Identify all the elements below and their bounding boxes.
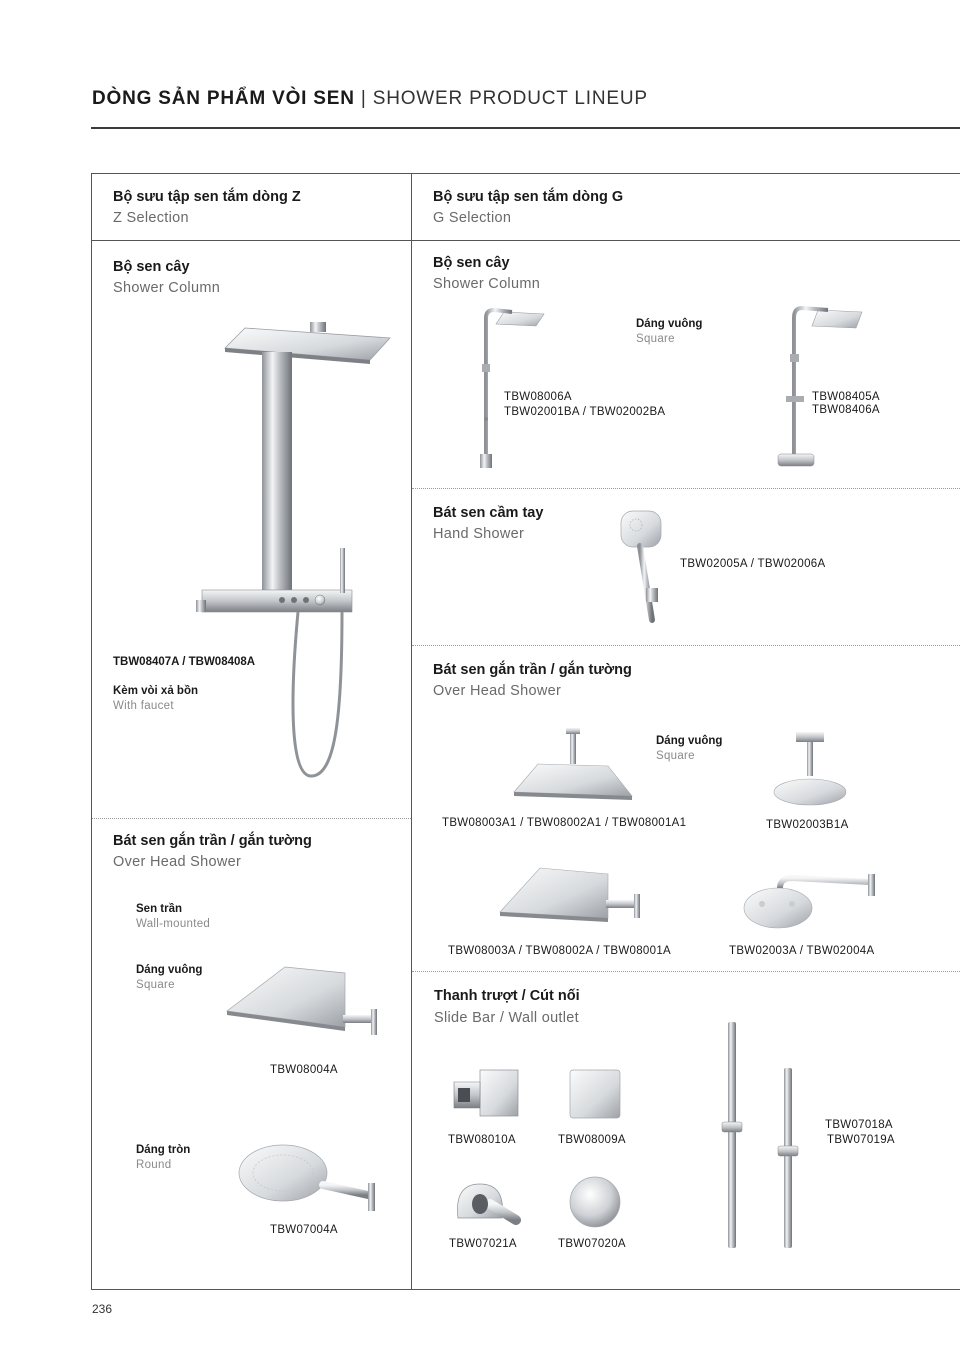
left-square-en: Square	[136, 979, 175, 991]
left-overhead-vi: Bát sen gắn trần / gắn tường	[113, 833, 312, 849]
wall-outlet-cube-image	[566, 1066, 624, 1122]
left-collection-en: Z Selection	[113, 210, 189, 226]
right-overhead-vi: Bát sen gắn trần / gắn tường	[433, 662, 632, 678]
right-overhead-code-1: TBW08003A1 / TBW08002A1 / TBW08001A1	[442, 817, 687, 829]
right-overhead-code-2: TBW02003B1A	[766, 819, 849, 831]
right-slide-code-4: TBW07020A	[558, 1238, 626, 1250]
right-column-code-1b: TBW02001BA / TBW02002BA	[504, 406, 666, 418]
right-column-vi: Bộ sen cây	[433, 255, 510, 271]
ceiling-square-overhead-image	[508, 726, 634, 808]
right-overhead-code-4: TBW02003A / TBW02004A	[729, 945, 875, 957]
left-column-code: TBW08407A / TBW08408A	[113, 656, 256, 668]
right-column-en: Shower Column	[433, 276, 541, 292]
left-wall-en: Wall-mounted	[136, 918, 211, 930]
right-column-code-2b: TBW08406A	[812, 404, 880, 416]
left-faucet-vi: Kèm vòi xả bồn	[113, 685, 198, 697]
g-column-1-image	[474, 304, 548, 472]
ceiling-round-overhead-image	[772, 730, 848, 808]
wall-square-overhead-image	[496, 864, 646, 936]
right-column-shape-vi: Dáng vuông	[636, 318, 703, 330]
table-top-border	[91, 173, 960, 174]
right-slide-code-6: TBW07019A	[827, 1134, 895, 1146]
table-header-divider	[91, 240, 960, 241]
hand-holder-image	[450, 1174, 522, 1232]
right-slide-en: Slide Bar / Wall outlet	[434, 1010, 579, 1026]
left-column-vi: Bộ sen cây	[113, 259, 190, 275]
right-collection-vi: Bộ sưu tập sen tắm dòng G	[433, 189, 624, 205]
right-slide-code-5: TBW07018A	[825, 1119, 893, 1131]
wall-round-overhead-image	[740, 874, 880, 934]
left-overhead-en: Over Head Shower	[113, 854, 242, 870]
title-separator: |	[360, 88, 367, 109]
right-slide-code-2: TBW08009A	[558, 1134, 626, 1146]
left-column-en: Shower Column	[113, 280, 221, 296]
left-wall-vi: Sen trần	[136, 903, 183, 915]
left-round-vi: Dáng tròn	[136, 1144, 191, 1156]
right-slide-vi: Thanh trượt / Cút nối	[434, 988, 580, 1004]
z-shower-column-image	[190, 318, 395, 788]
right-divider-3	[412, 971, 960, 972]
g-column-2-image	[776, 304, 866, 472]
right-slide-code-1: TBW08010A	[448, 1134, 516, 1146]
right-hand-vi: Bát sen cầm tay	[433, 505, 544, 521]
left-round-code: TBW07004A	[270, 1224, 338, 1236]
wall-outlet-square-image	[450, 1066, 522, 1122]
left-collection-vi: Bộ sưu tập sen tắm dòng Z	[113, 189, 301, 205]
page-number: 236	[92, 1302, 113, 1316]
table-bottom-border	[91, 1289, 412, 1290]
table-left-border	[91, 173, 92, 1290]
right-hand-code: TBW02005A / TBW02006A	[680, 558, 826, 570]
left-faucet-en: With faucet	[113, 700, 174, 712]
right-overhead-en: Over Head Shower	[433, 683, 562, 699]
page-title	[92, 88, 648, 110]
left-square-vi: Dáng vuông	[136, 964, 203, 976]
right-divider-2	[412, 645, 960, 646]
left-square-code: TBW08004A	[270, 1064, 338, 1076]
round-overhead-image	[238, 1143, 380, 1215]
right-hand-en: Hand Shower	[433, 526, 525, 542]
table-middle-border	[411, 173, 412, 1290]
hand-shower-image	[618, 508, 668, 626]
wall-outlet-round-image	[566, 1174, 624, 1230]
slide-bars-image	[718, 1018, 808, 1250]
left-round-en: Round	[136, 1159, 172, 1171]
square-overhead-image	[225, 965, 380, 1045]
page-title-vi: DÒNG SẢN PHẨM VÒI SEN	[92, 88, 355, 109]
table-bottom-border-right	[412, 1289, 960, 1290]
right-overhead-shape-en: Square	[656, 750, 695, 762]
title-rule	[91, 127, 960, 129]
page-title-en: SHOWER PRODUCT LINEUP	[372, 88, 648, 109]
right-overhead-shape-vi: Dáng vuông	[656, 735, 723, 747]
right-divider-1	[412, 488, 960, 489]
left-divider	[92, 818, 411, 819]
right-overhead-code-3: TBW08003A / TBW08002A / TBW08001A	[448, 945, 671, 957]
right-column-shape-en: Square	[636, 333, 675, 345]
right-column-code-1a: TBW08006A	[504, 391, 572, 403]
right-slide-code-3: TBW07021A	[449, 1238, 517, 1250]
right-collection-en: G Selection	[433, 210, 512, 226]
right-column-code-2a: TBW08405A	[812, 391, 880, 403]
